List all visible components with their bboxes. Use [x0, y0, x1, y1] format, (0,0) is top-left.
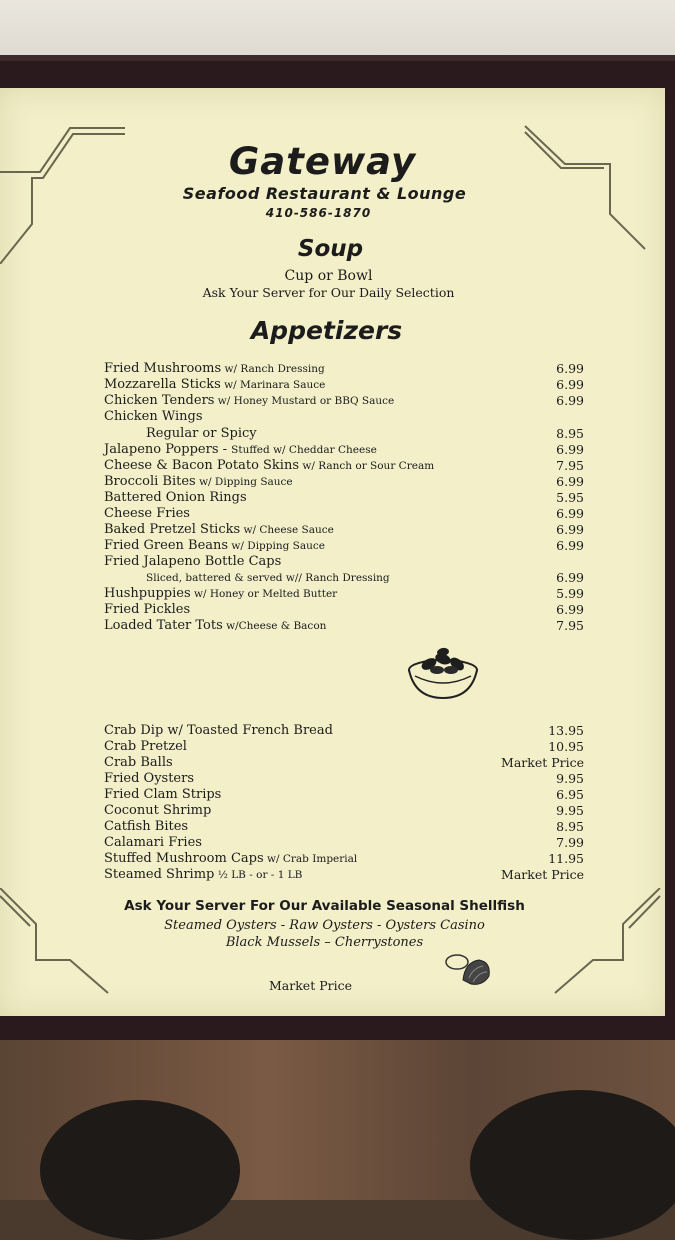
item-price: 5.99	[556, 586, 584, 601]
shellfish-options-line2: Black Mussels – Cherrystones	[225, 935, 424, 950]
item-price: 7.99	[556, 835, 584, 850]
wooden-table	[0, 1040, 675, 1200]
item-price: 6.99	[556, 474, 584, 489]
item-price: 6.99	[556, 506, 584, 521]
item-price: 8.95	[556, 426, 584, 441]
list-item: Fried Jalapeno Bottle Caps	[104, 554, 282, 569]
list-item: Mozzarella Sticks w/ Marinara Sauce 6.99	[104, 377, 584, 392]
list-item: Sliced, battered & served w// Ranch Dressing 6.99	[146, 570, 584, 585]
item-price: 8.95	[556, 819, 584, 834]
list-item: Steamed Shrimp ½ LB - or - 1 LB Market Price	[104, 867, 584, 882]
clam-shell-icon	[443, 948, 493, 988]
item-price: 11.95	[548, 851, 584, 866]
shellfish-heading: Ask Your Server For Our Available Seasonal Shellfish	[124, 898, 525, 914]
list-item: Chicken Tenders w/ Honey Mustard or BBQ Sauce 6.99	[104, 393, 584, 408]
item-price: 5.95	[556, 490, 584, 505]
list-item: Fried Clam Strips 6.95	[104, 787, 584, 802]
list-item: Jalapeno Poppers - Stuffed w/ Cheddar Cheese 6.99	[104, 442, 584, 457]
shellfish-options-line1: Steamed Oysters - Raw Oysters - Oysters Casino	[164, 918, 485, 933]
list-item: Fried Green Beans w/ Dipping Sauce 6.99	[104, 538, 584, 553]
item-price: 7.95	[556, 458, 584, 473]
soup-selection-text: Ask Your Server for Our Daily Selection	[202, 285, 455, 300]
list-item: Loaded Tater Tots w/Cheese & Bacon 7.95	[104, 618, 584, 633]
list-item: Stuffed Mushroom Caps w/ Crab Imperial 11.95	[104, 851, 584, 866]
list-item: Fried Pickles 6.99	[104, 602, 584, 617]
mussel-bowl-icon	[405, 646, 480, 702]
list-item: Catfish Bites 8.95	[104, 819, 584, 834]
restaurant-name: Gateway	[228, 140, 417, 183]
list-item: Crab Dip w/ Toasted French Bread 13.95	[104, 723, 584, 738]
list-item: Calamari Fries 7.99	[104, 835, 584, 850]
list-item: Fried Oysters 9.95	[104, 771, 584, 786]
item-price: 6.99	[556, 570, 584, 585]
restaurant-phone: 410-586-1870	[265, 206, 372, 220]
item-price: 6.99	[556, 442, 584, 457]
list-item: Battered Onion Rings 5.95	[104, 490, 584, 505]
list-item: Cheese & Bacon Potato Skins w/ Ranch or Sour Cream 7.95	[104, 458, 584, 473]
item-price: 6.95	[556, 787, 584, 802]
list-item: Crab Balls Market Price	[104, 755, 584, 770]
item-price: Market Price	[501, 867, 584, 882]
soup-size-text: Cup or Bowl	[284, 268, 373, 284]
item-price: 7.95	[556, 618, 584, 633]
item-price: 10.95	[548, 739, 584, 754]
item-price: Market Price	[501, 755, 584, 770]
list-item: Broccoli Bites w/ Dipping Sauce 6.99	[104, 474, 584, 489]
item-price: 9.95	[556, 803, 584, 818]
list-item: Crab Pretzel 10.95	[104, 739, 584, 754]
list-item: Hushpuppies w/ Honey or Melted Butter 5.99	[104, 586, 584, 601]
appetizers-heading: Appetizers	[250, 316, 403, 345]
list-item: Baked Pretzel Sticks w/ Cheese Sauce 6.99	[104, 522, 584, 537]
item-price: 6.99	[556, 377, 584, 392]
item-price: 6.99	[556, 393, 584, 408]
item-price: 6.99	[556, 361, 584, 376]
item-price: 6.99	[556, 602, 584, 617]
restaurant-subtitle: Seafood Restaurant & Lounge	[182, 184, 467, 203]
list-item: Fried Mushrooms w/ Ranch Dressing 6.99	[104, 361, 584, 376]
list-item: Cheese Fries 6.99	[104, 506, 584, 521]
menu-page	[0, 88, 665, 1016]
item-price: 13.95	[548, 723, 584, 738]
item-price: 6.99	[556, 538, 584, 553]
soup-heading: Soup	[297, 236, 364, 262]
list-item: Chicken Wings	[104, 409, 203, 424]
item-price: 9.95	[556, 771, 584, 786]
list-item: Coconut Shrimp 9.95	[104, 803, 584, 818]
item-price: 6.99	[556, 522, 584, 537]
list-item: Regular or Spicy 8.95	[146, 426, 584, 441]
shellfish-price: Market Price	[269, 978, 352, 993]
